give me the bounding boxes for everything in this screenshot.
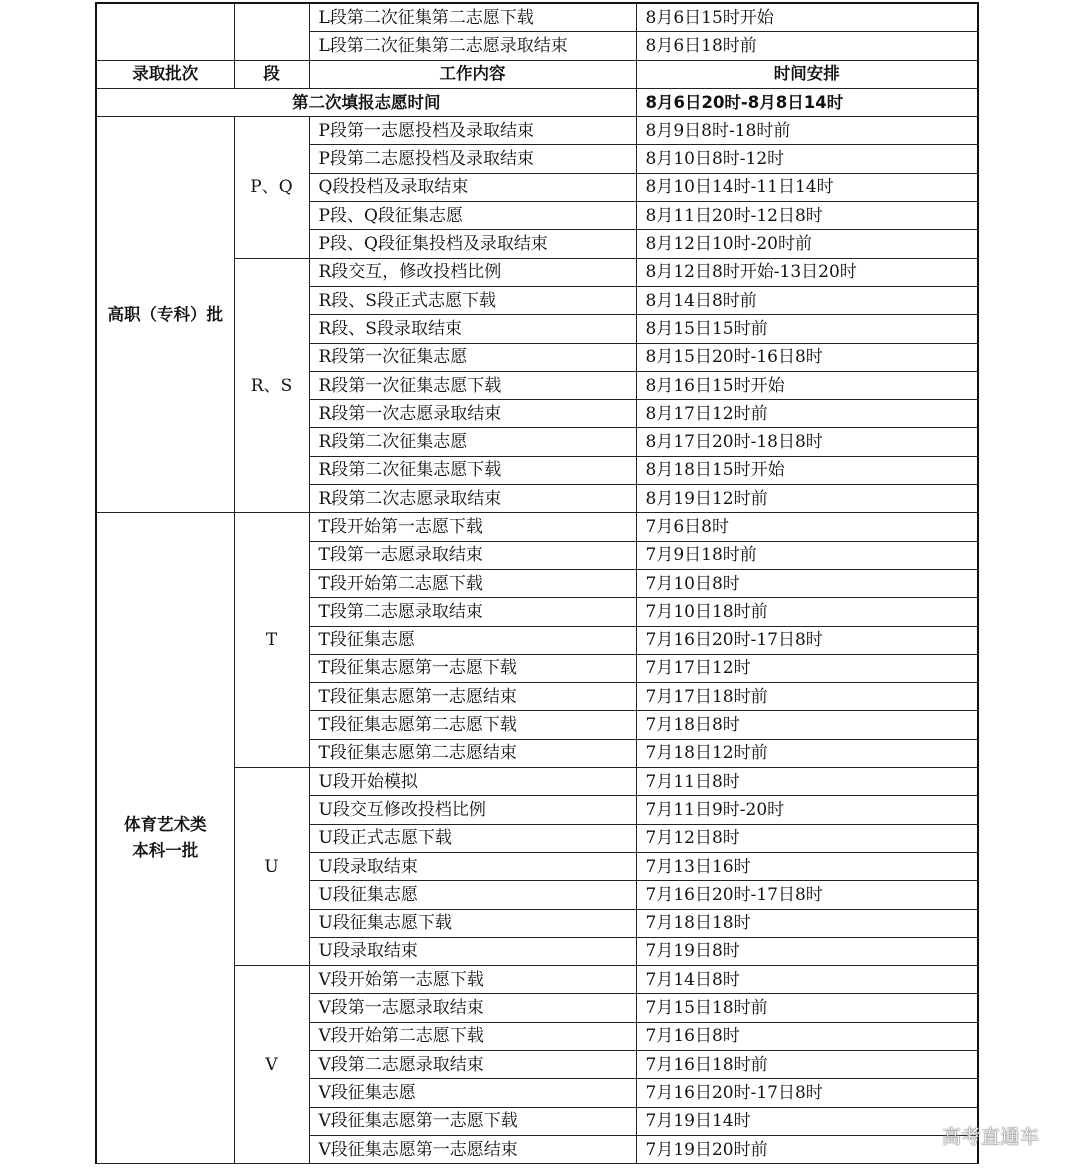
table-row	[96, 117, 978, 145]
time-cell: 7月6日8时	[636, 513, 978, 541]
time-cell: 7月11日8时	[636, 768, 978, 796]
batch-cell: 高职（专科）批	[96, 117, 234, 513]
segment-cell: R、S	[234, 258, 309, 513]
table-row	[96, 513, 978, 541]
time-cell: 7月16日18时前	[636, 1050, 978, 1078]
time-cell: 7月9日18时前	[636, 541, 978, 569]
second-fill-label: 第二次填报志愿时间	[96, 88, 636, 116]
time-cell: 7月18日12时前	[636, 739, 978, 767]
time-cell: 7月10日18时前	[636, 598, 978, 626]
content-cell: L段第二次征集第二志愿下载	[309, 3, 636, 32]
content-cell: R段交互，修改投档比例	[309, 258, 636, 286]
content-cell: U段正式志愿下载	[309, 824, 636, 852]
time-cell: 8月17日20时-18日8时	[636, 428, 978, 456]
content-cell: P段第一志愿投档及录取结束	[309, 117, 636, 145]
content-cell: V段第一志愿录取结束	[309, 994, 636, 1022]
time-cell: 7月16日20时-17日8时	[636, 1079, 978, 1107]
batch-line: 体育艺术类	[124, 815, 207, 835]
content-cell: T段征集志愿第一志愿下载	[309, 654, 636, 682]
content-cell: R段第一次征集志愿下载	[309, 371, 636, 399]
content-cell: T段征集志愿第二志愿结束	[309, 739, 636, 767]
content-cell: T段征集志愿	[309, 626, 636, 654]
content-cell: T段第一志愿录取结束	[309, 541, 636, 569]
batch-line: 本科一批	[132, 841, 199, 861]
time-cell: 7月12日8时	[636, 824, 978, 852]
content-cell: V段开始第二志愿下载	[309, 1022, 636, 1050]
time-cell: 7月19日20时前	[636, 1135, 978, 1163]
content-cell: R段、S段正式志愿下载	[309, 286, 636, 314]
table-header-row	[96, 60, 978, 88]
time-cell: 8月6日15时开始	[636, 3, 978, 32]
content-cell: V段征集志愿第一志愿结束	[309, 1135, 636, 1163]
batch-cell-empty	[96, 3, 234, 60]
time-cell: 8月11日20时-12日8时	[636, 202, 978, 230]
time-cell: 7月18日18时	[636, 909, 978, 937]
watermark: 高考直通车	[942, 1126, 1040, 1148]
header-content: 工作内容	[309, 60, 636, 88]
content-cell: U段交互修改投档比例	[309, 796, 636, 824]
content-cell: U段开始模拟	[309, 768, 636, 796]
content-cell: V段第二志愿录取结束	[309, 1050, 636, 1078]
content-cell: R段第一次征集志愿	[309, 343, 636, 371]
time-cell: 7月16日20时-17日8时	[636, 881, 978, 909]
time-cell: 7月17日12时	[636, 654, 978, 682]
time-cell: 7月16日8时	[636, 1022, 978, 1050]
time-cell: 8月15日15时前	[636, 315, 978, 343]
content-cell: R段第二次征集志愿	[309, 428, 636, 456]
content-cell: U段录取结束	[309, 852, 636, 880]
time-cell: 8月12日8时开始-13日20时	[636, 258, 978, 286]
content-cell: T段开始第二志愿下载	[309, 569, 636, 597]
time-cell: 7月17日18时前	[636, 683, 978, 711]
time-cell: 8月10日14时-11日14时	[636, 173, 978, 201]
time-cell: 8月10日8时-12时	[636, 145, 978, 173]
header-batch: 录取批次	[96, 60, 234, 88]
content-cell: U段征集志愿	[309, 881, 636, 909]
time-cell: 7月11日9时-20时	[636, 796, 978, 824]
batch-cell	[96, 513, 234, 1164]
header-time: 时间安排	[636, 60, 978, 88]
time-cell: 8月9日8时-18时前	[636, 117, 978, 145]
time-cell: 8月14日8时前	[636, 286, 978, 314]
time-cell: 8月19日12时前	[636, 485, 978, 513]
time-cell: 8月6日18时前	[636, 32, 978, 60]
segment-cell: V	[234, 966, 309, 1164]
content-cell: P段、Q段征集志愿	[309, 202, 636, 230]
time-cell: 8月18日15时开始	[636, 456, 978, 484]
content-cell: L段第二次征集第二志愿录取结束	[309, 32, 636, 60]
content-cell: U段录取结束	[309, 937, 636, 965]
segment-cell: T	[234, 513, 309, 768]
content-cell: V段征集志愿第一志愿下载	[309, 1107, 636, 1135]
time-cell: 7月15日18时前	[636, 994, 978, 1022]
content-cell: R段第二次志愿录取结束	[309, 485, 636, 513]
segment-cell: P、Q	[234, 117, 309, 258]
time-cell: 7月19日14时	[636, 1107, 978, 1135]
segment-cell: U	[234, 768, 309, 966]
content-cell: T段第二志愿录取结束	[309, 598, 636, 626]
content-cell: R段、S段录取结束	[309, 315, 636, 343]
content-cell: R段第二次征集志愿下载	[309, 456, 636, 484]
time-cell: 7月13日16时	[636, 852, 978, 880]
content-cell: Q段投档及录取结束	[309, 173, 636, 201]
content-cell: P段、Q段征集投档及录取结束	[309, 230, 636, 258]
content-cell: V段征集志愿	[309, 1079, 636, 1107]
time-cell: 7月14日8时	[636, 966, 978, 994]
content-cell: V段开始第一志愿下载	[309, 966, 636, 994]
time-cell: 8月12日10时-20时前	[636, 230, 978, 258]
time-cell: 8月17日12时前	[636, 400, 978, 428]
second-fill-row	[96, 88, 978, 116]
second-fill-time: 8月6日20时-8月8日14时	[636, 88, 978, 116]
time-cell: 7月19日8时	[636, 937, 978, 965]
time-cell: 7月18日8时	[636, 711, 978, 739]
time-cell: 8月15日20时-16日8时	[636, 343, 978, 371]
content-cell: T段征集志愿第一志愿结束	[309, 683, 636, 711]
admission-schedule-table	[95, 2, 979, 1164]
segment-cell-empty	[234, 3, 309, 60]
header-segment: 段	[234, 60, 309, 88]
content-cell: R段第一次志愿录取结束	[309, 400, 636, 428]
time-cell: 8月16日15时开始	[636, 371, 978, 399]
content-cell: T段征集志愿第二志愿下载	[309, 711, 636, 739]
content-cell: U段征集志愿下载	[309, 909, 636, 937]
time-cell: 7月16日20时-17日8时	[636, 626, 978, 654]
table-row	[96, 3, 978, 32]
content-cell: P段第二志愿投档及录取结束	[309, 145, 636, 173]
content-cell: T段开始第一志愿下载	[309, 513, 636, 541]
time-cell: 7月10日8时	[636, 569, 978, 597]
admission-schedule-document	[95, 2, 977, 1164]
